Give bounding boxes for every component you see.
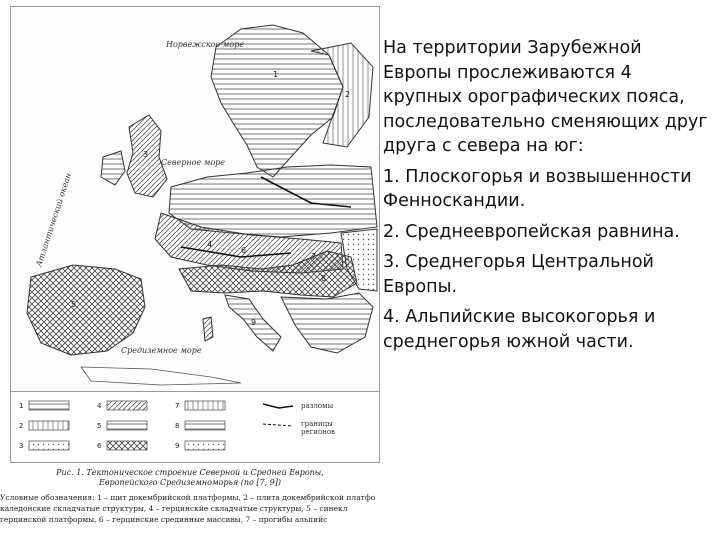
legend-number: 9 [175, 442, 180, 450]
legend-number: 7 [175, 402, 180, 410]
zone-number: 4 [207, 240, 213, 249]
legend-swatch [185, 441, 225, 450]
zone-number: 7 [311, 252, 317, 261]
zone-number: 2 [345, 90, 351, 99]
legend-swatch [29, 401, 69, 410]
legend-swatch [107, 421, 147, 430]
map-drawing [11, 7, 379, 391]
corsica-shape [203, 317, 213, 341]
sea-label-north: Северное море [161, 158, 226, 167]
list-item-1: 1. Плоскогорья и возвышенности Фенноскандии. [383, 166, 692, 211]
balkans-shape [281, 293, 373, 353]
legend-swatch [107, 441, 147, 450]
zone-number: 5 [71, 300, 77, 309]
zone-number: 9 [251, 318, 257, 327]
legend-number: 2 [19, 422, 24, 430]
fault-legend-symbol [263, 404, 293, 408]
text-panel [383, 36, 715, 360]
legend-swatch [185, 421, 225, 430]
legend-faults-label: разломы [301, 402, 334, 410]
list-item-2: 2. Среднеевропейская равнина. [383, 221, 680, 242]
intro-paragraph: На территории Зарубежной Европы прослеживаются 4 крупных орографических пояса, последовательно сменяющих друг друга с севера на юг: [383, 38, 708, 156]
zone-number: 1 [273, 70, 279, 79]
legend-number: 8 [175, 422, 180, 430]
zone-number: 6 [241, 246, 247, 255]
legend-swatch [107, 401, 147, 410]
ireland-shape [101, 151, 125, 185]
sea-label-mediterranean: Средиземное море [121, 346, 202, 355]
caption-line-2: Европейского Средиземноморья (по [7, 9]) [99, 478, 281, 487]
boundary-legend-symbol [263, 424, 293, 426]
figure-caption [40, 468, 340, 488]
notes-line: Условные обозначения: 1 – щит докембрийской платформы, 2 – плита докембрийской платфо [0, 493, 376, 502]
legend-swatch [29, 441, 69, 450]
legend-notes [0, 492, 380, 540]
sea-label-norwegian: Норвежское море [166, 40, 245, 49]
notes-line: герцинской платформы, 6 – герцинские срединные массивы, 7 – прогибы альпийс [0, 515, 328, 524]
caption-line-1: Рис. 1. Тектоническое строение Северной и Средней Европы, [56, 468, 324, 477]
legend-number: 1 [19, 402, 24, 410]
legend-boundaries-label: границы регионов [301, 420, 335, 436]
tectonic-map [10, 6, 380, 392]
legend-number: 4 [97, 402, 102, 410]
zone-number: 3 [143, 150, 149, 159]
zone-number: 8 [321, 274, 327, 283]
map-legend [10, 392, 380, 463]
legend-number: 5 [97, 422, 102, 430]
iberia-shape [27, 265, 145, 355]
list-item-4: 4. Альпийские высокогорья и среднегорья южной части. [383, 307, 656, 352]
legend-number: 3 [19, 442, 24, 450]
notes-line: каледонские складчатые структуры, 4 – герцинские складчатые структуры, 5 – синекл [0, 504, 348, 513]
legend-number: 6 [97, 442, 102, 450]
sea-label-atlantic: Атлантический океан [34, 171, 74, 268]
north-africa-coast [81, 367, 241, 385]
legend-swatch [29, 421, 69, 430]
legend-swatch [185, 401, 225, 410]
list-item-3: 3. Среднегорья Центральной Европы. [383, 252, 654, 297]
